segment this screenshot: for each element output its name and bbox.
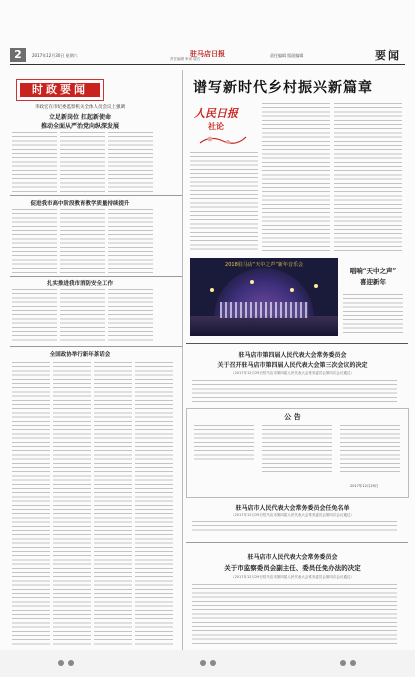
- story2-text-col1: [12, 209, 57, 273]
- page-number: 2: [10, 48, 26, 62]
- page-header: [10, 48, 405, 62]
- story2-text-col3: [108, 209, 153, 273]
- masthead-sub: 责任编辑 审读 版式: [170, 57, 201, 61]
- notice3-title-line1: 驻马店市人民代表大会常务委员会: [247, 554, 338, 561]
- notice1-title-line2: 关于召开驻马店市第四届人民代表大会第三次会议的决定: [217, 362, 368, 369]
- notice2-text: [192, 521, 397, 533]
- announcement-text-col2: [262, 425, 332, 475]
- story-divider: [10, 346, 182, 347]
- story1-text-col2: [60, 132, 105, 192]
- side-title-line1: 唱响“天中之声”: [349, 267, 397, 275]
- story1-kicker: 李政宏在市纪委监察机关全体人员会议上强调: [35, 105, 125, 110]
- stage-light: [290, 288, 294, 292]
- notice1-subtitle: （2017年12月29日驻马店市第四届人民代表大会常务委员会第四次会议通过）: [231, 371, 354, 375]
- photo-caption: 2018驻马店“天中之声”新年音乐会: [225, 262, 303, 268]
- story1-text-col1: [12, 132, 57, 192]
- main-text-col3: [334, 103, 402, 253]
- page-footer: [0, 650, 415, 677]
- notice-divider: [186, 343, 408, 344]
- story-divider: [10, 195, 182, 196]
- section-banner-label: 时政要闻: [20, 83, 100, 97]
- stage-floor: [190, 316, 338, 336]
- notice3-title-line2: 关于市监察委员会副主任、委员任免办法的决定: [224, 564, 361, 572]
- logo-name: 人民日报: [194, 107, 238, 120]
- story4-text-col2: [53, 362, 91, 647]
- footer-dot: [210, 660, 216, 666]
- announcement-title: 公 告: [284, 412, 301, 421]
- footer-dot: [68, 660, 74, 666]
- story4-text-col1: [12, 362, 50, 647]
- logo-editorial: 社论: [208, 121, 224, 131]
- notice1-title-line1: 驻马店市第四届人民代表大会常务委员会: [238, 352, 347, 359]
- notice3-text: [192, 584, 397, 644]
- story3-title: 扎实推进我市消防安全工作: [46, 281, 113, 287]
- photo-side-title: [343, 266, 403, 288]
- stage-light: [250, 280, 254, 284]
- story3-text-col2: [60, 289, 105, 343]
- footer-dot: [350, 660, 356, 666]
- announcement-text-col3: [340, 425, 400, 475]
- notice-divider: [186, 542, 408, 543]
- story1-text-col3: [108, 132, 153, 192]
- concert-photo: [190, 258, 338, 336]
- main-text-col2: [262, 103, 330, 253]
- story4-text-col4: [135, 362, 173, 647]
- story4-text-col3: [94, 362, 132, 647]
- masthead: 驻马店日报: [190, 49, 225, 58]
- notice2-subtitle: （2017年12月29日驻马店市第四届人民代表大会常务委员会第四次会议通过）: [231, 513, 354, 517]
- story3-text-col3: [108, 289, 153, 343]
- photo-side-text: [343, 294, 403, 336]
- announcement-text-col1: [194, 425, 254, 463]
- performers: [220, 302, 308, 318]
- section-title: 要闻: [375, 49, 401, 62]
- announcement-date: 2017年12月29日: [350, 484, 379, 488]
- notice2-title: 驻马店市人民代表大会常务委员会任免名单: [235, 505, 350, 512]
- story2-text-col2: [60, 209, 105, 273]
- story1-title-line1: 立足新岗位 扛起新使命: [48, 114, 112, 121]
- main-text-col1: [190, 152, 258, 252]
- story4-title: 全国政协举行新年茶话会: [49, 352, 111, 358]
- story2-title: 促进我市高中阶段教育教学质量持续提升: [30, 201, 130, 207]
- issue-date: 2017年12月30日 星期六: [32, 53, 78, 58]
- main-headline: 谱写新时代乡村振兴新篇章: [193, 80, 373, 96]
- header-editors: 责任编辑 版面编辑: [270, 53, 304, 58]
- story3-text-col1: [12, 289, 57, 343]
- section-banner: [16, 79, 104, 101]
- stage-light: [314, 284, 318, 288]
- story1-title-line2: 推动全面从严治党向纵深发展: [40, 123, 119, 130]
- footer-dot: [200, 660, 206, 666]
- notice3-subtitle: （2017年12月29日驻马店市第四届人民代表大会常务委员会第四次会议通过）: [231, 575, 354, 579]
- notice1-text: [192, 380, 397, 402]
- flower-ornament-icon: [198, 133, 248, 147]
- story-divider: [10, 276, 182, 277]
- header-rule: [10, 64, 405, 65]
- stage-light: [210, 288, 214, 292]
- newspaper-logo: [190, 103, 258, 151]
- footer-dot: [340, 660, 346, 666]
- side-title-line2: 喜迎新年: [360, 278, 386, 286]
- footer-dot: [58, 660, 64, 666]
